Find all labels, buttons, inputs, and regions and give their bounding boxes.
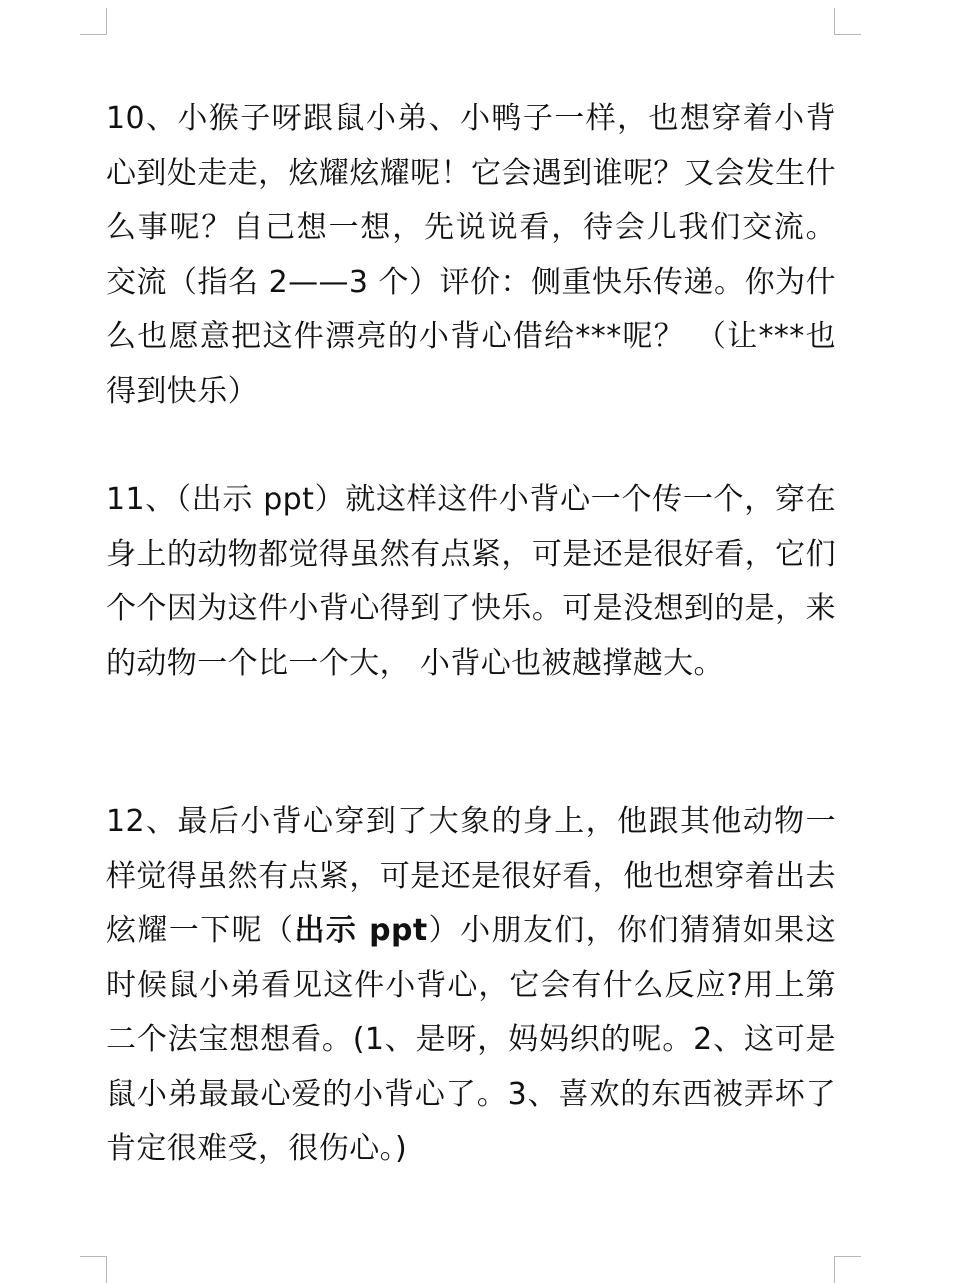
paragraph-12 (106, 795, 836, 1177)
paragraph-12-text-before: 12、最后小背心穿到了大象的身上，他跟其他动物一样觉得虽然有点紧，可是还是很好看，他也想穿着出去炫耀一下呢（ (106, 804, 836, 948)
paragraph-10: 10、小猴子呀跟鼠小弟、小鸭子一样，也想穿着小背心到处走走，炫耀炫耀呢！它会遇到谁呢？又会发生什么事呢？自己想一想，先说说看，待会儿我们交流。 交流（指名 2——3 个）评价：侧重快乐传递。你为什么也愿意把这件漂亮的小背心借给***呢？ （让***也得到快乐） (106, 101, 836, 409)
paragraph-12-bold-text: 出示 ppt (294, 913, 428, 948)
page-corner-mark-bottom-right (834, 1256, 861, 1283)
document-page (106, 92, 836, 1177)
page-corner-mark-top-left (80, 8, 107, 35)
paragraph-12-text-after: ）小朋友们，你们猜猜如果这时候鼠小弟看见这件小背心，它会有什么反应?用上第二个法宝想想看。(1、是呀，妈妈织的呢。2、这可是鼠小弟最最心爱的小背心了。3、喜欢的东西被弄坏了肯定很难受，很伤心。) (106, 913, 836, 1166)
paragraph-11: 11、（出示 ppt）就这样这件小背心一个传一个，穿在身上的动物都觉得虽然有点紧，可是还是很好看，它们个个因为这件小背心得到了快乐。可是没想到的是，来的动物一个比一个大， 小背心也被越撑越大。 (106, 482, 836, 681)
page-corner-mark-bottom-left (80, 1256, 107, 1283)
page-corner-mark-top-right (834, 8, 861, 35)
